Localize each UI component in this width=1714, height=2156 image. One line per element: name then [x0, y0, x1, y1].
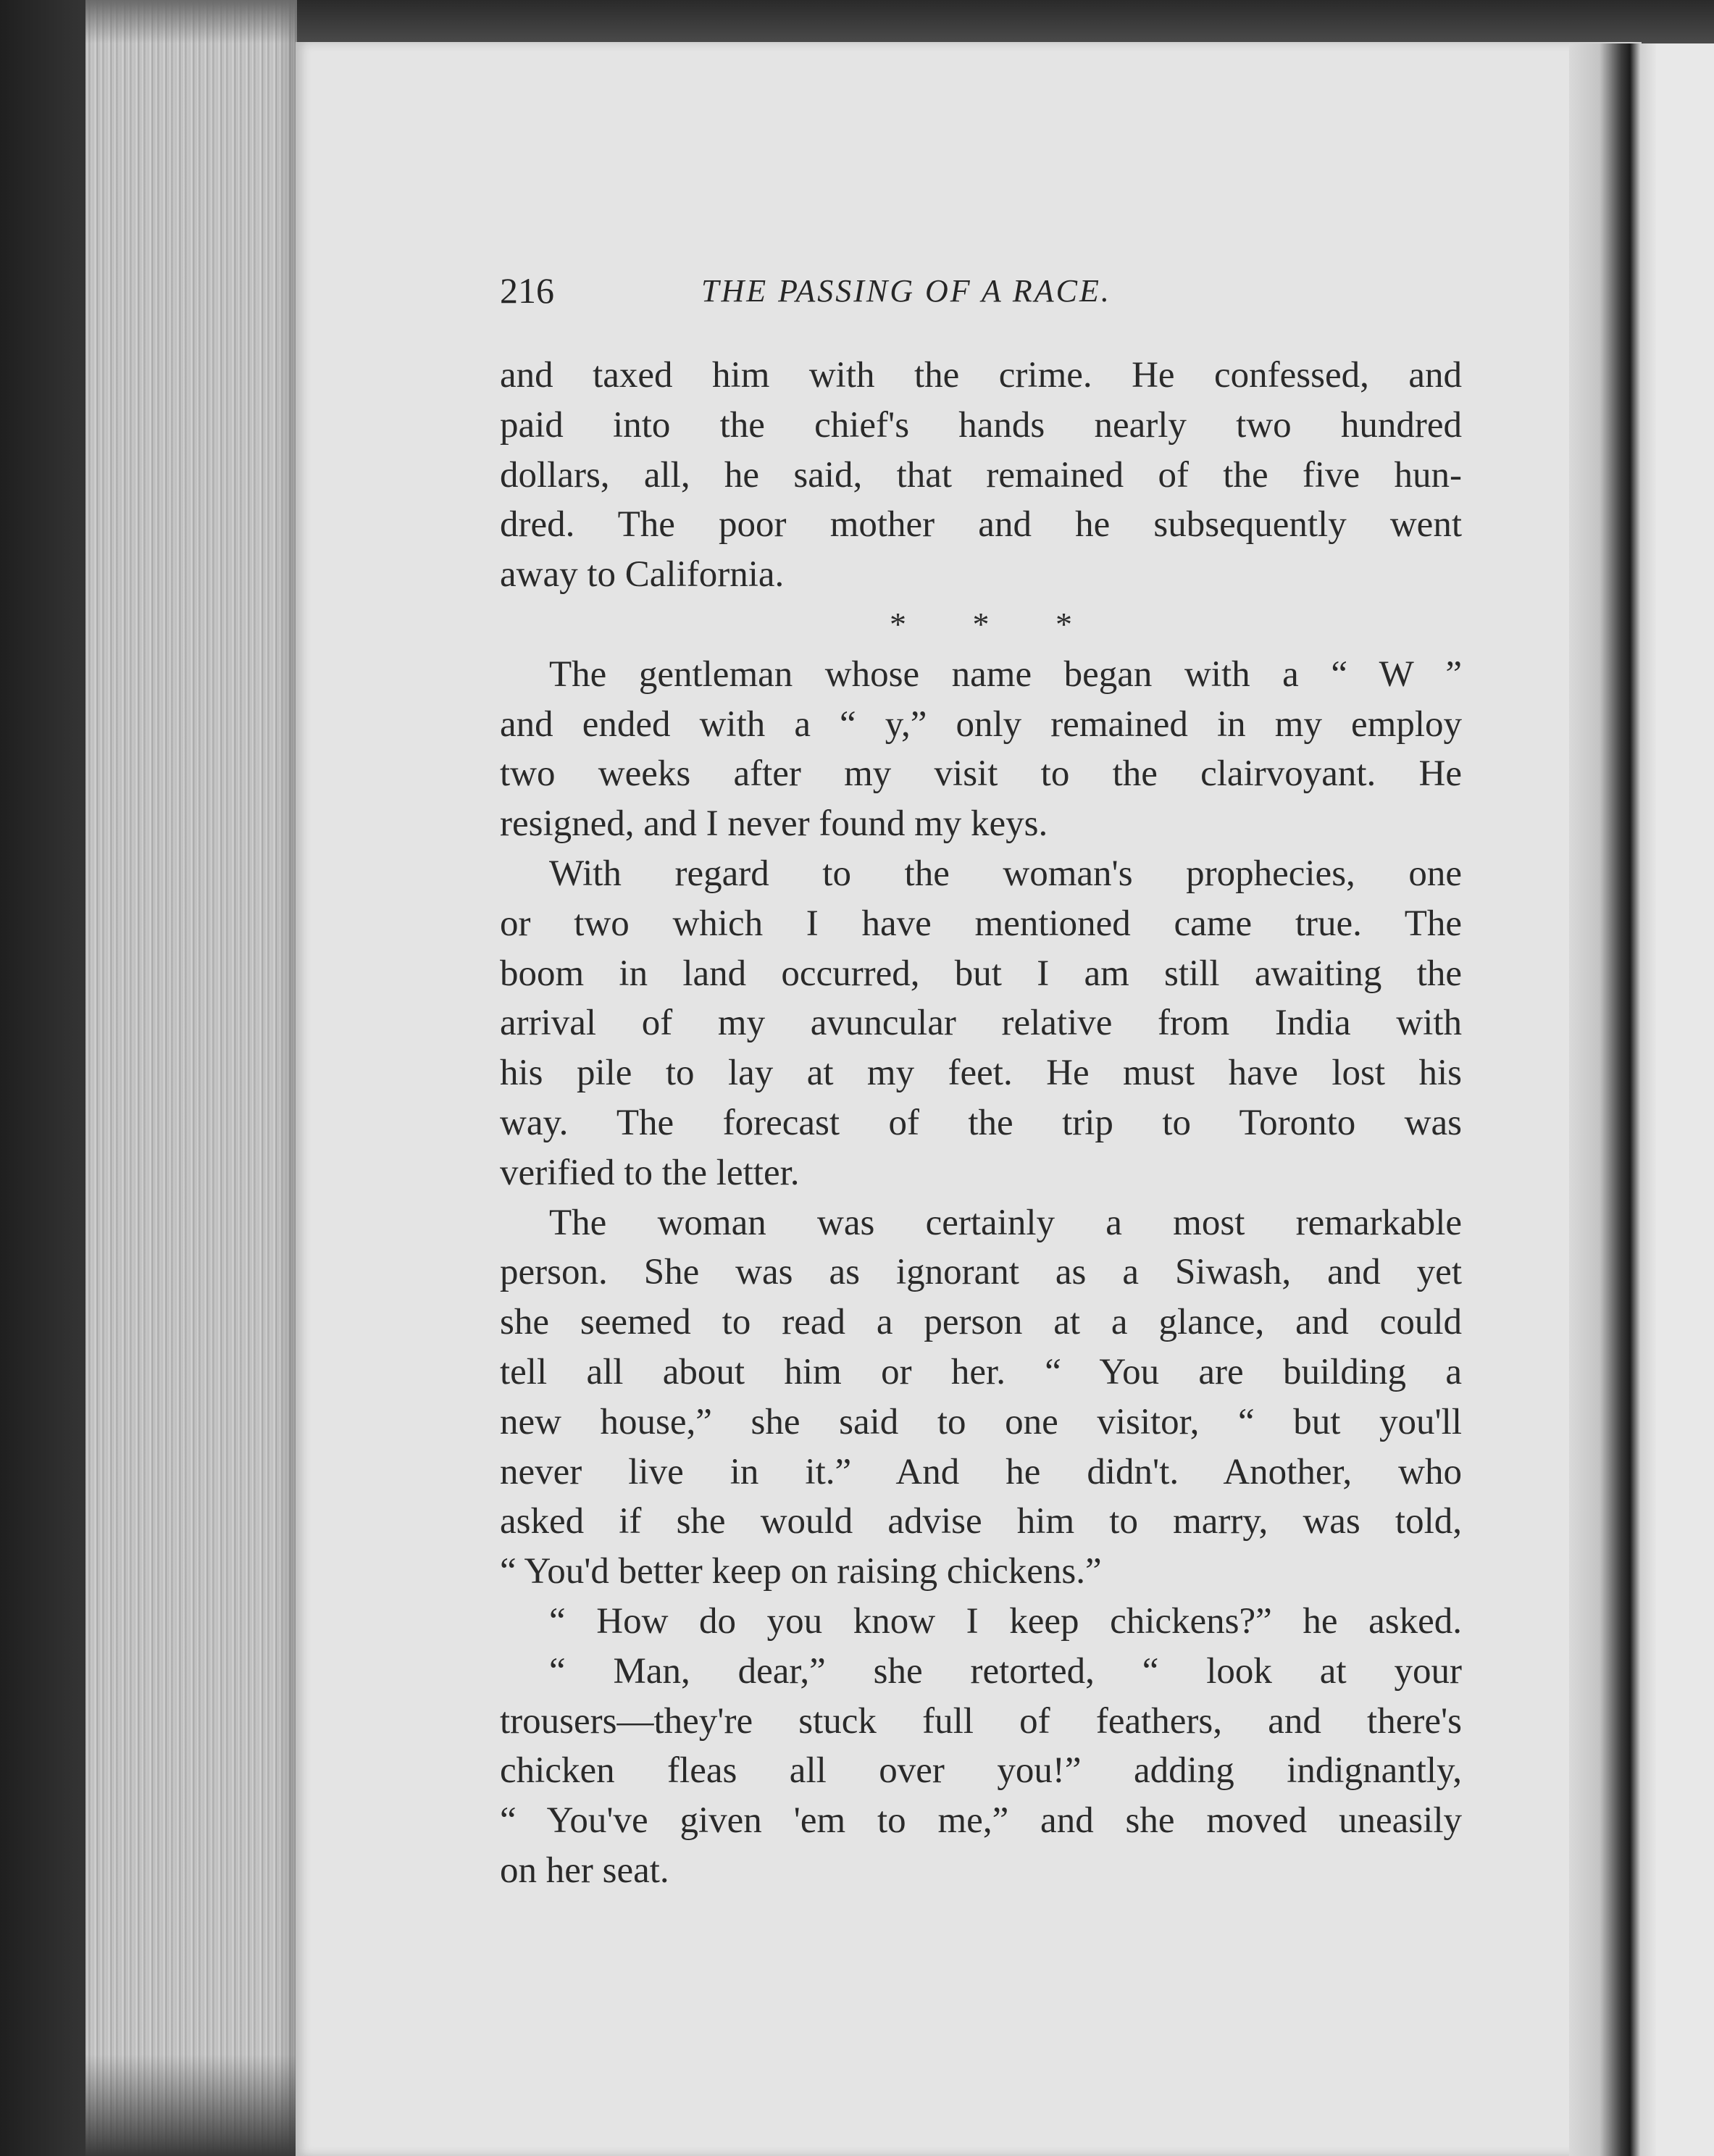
section-break: * * *	[890, 605, 1101, 643]
text-line: she seemed to read a person at a glance, and could	[500, 1302, 1462, 1343]
facing-page-edge	[1656, 43, 1714, 2156]
text-line: trousers—they're stuck full of feathers, and there's	[500, 1700, 1462, 1742]
text-line: two weeks after my visit to the clairvoyant. He	[500, 753, 1462, 795]
text-line: his pile to lay at my feet. He must have lost his	[500, 1053, 1462, 1094]
text-line: new house,” she said to one visitor, “ but you'll	[500, 1401, 1462, 1442]
body-text	[500, 351, 1462, 1896]
text-line: The woman was certainly a most remarkable	[549, 1202, 1462, 1243]
text-line: boom in land occurred, but I am still awaiting the	[500, 953, 1462, 994]
background	[0, 0, 87, 2156]
text-line: “ How do you know I keep chickens?” he asked.	[549, 1600, 1462, 1642]
text-line: With regard to the woman's prophecies, one	[549, 853, 1462, 894]
text-line: away to California.	[500, 554, 785, 596]
text-line: dollars, all, he said, that remained of the five hun-	[500, 454, 1462, 496]
text-line: never live in it.” And he didn't. Another, who	[500, 1451, 1462, 1492]
text-line: on her seat.	[500, 1850, 669, 1891]
text-line: “ You'd better keep on raising chickens.”	[500, 1551, 1102, 1592]
top-shadow	[85, 0, 1714, 43]
text-line: “ You've given 'em to me,” and she moved uneasily	[500, 1800, 1462, 1842]
text-line: and taxed him with the crime. He confessed, and	[500, 355, 1462, 396]
text-line: arrival of my avuncular relative from India with	[500, 1003, 1462, 1044]
text-line: asked if she would advise him to marry, was told,	[500, 1501, 1462, 1542]
running-title: THE PASSING OF A RACE.	[701, 273, 1111, 309]
text-line: and ended with a “ y,” only remained in my employ	[500, 703, 1462, 745]
text-line: “ Man, dear,” she retorted, “ look at your	[549, 1650, 1462, 1692]
text-line: resigned, and I never found my keys.	[500, 803, 1048, 845]
text-line: paid into the chief's hands nearly two hundred	[500, 404, 1462, 446]
page-edges	[85, 0, 297, 2156]
running-head	[500, 270, 1462, 320]
book-gutter	[1569, 43, 1656, 2156]
text-line: chicken fleas all over you!” adding indignantly,	[500, 1750, 1462, 1792]
text-line: way. The forecast of the trip to Toronto was	[500, 1102, 1462, 1143]
text-line: person. She was as ignorant as a Siwash, and yet	[500, 1252, 1462, 1293]
text-line: or two which I have mentioned came true. The	[500, 903, 1462, 944]
text-line: dred. The poor mother and he subsequently went	[500, 504, 1462, 546]
text-line: tell all about him or her. “ You are building a	[500, 1351, 1462, 1392]
text-line: verified to the letter.	[500, 1152, 800, 1193]
text-line: The gentleman whose name began with a “ W ”	[549, 653, 1462, 695]
page-number: 216	[500, 270, 554, 311]
